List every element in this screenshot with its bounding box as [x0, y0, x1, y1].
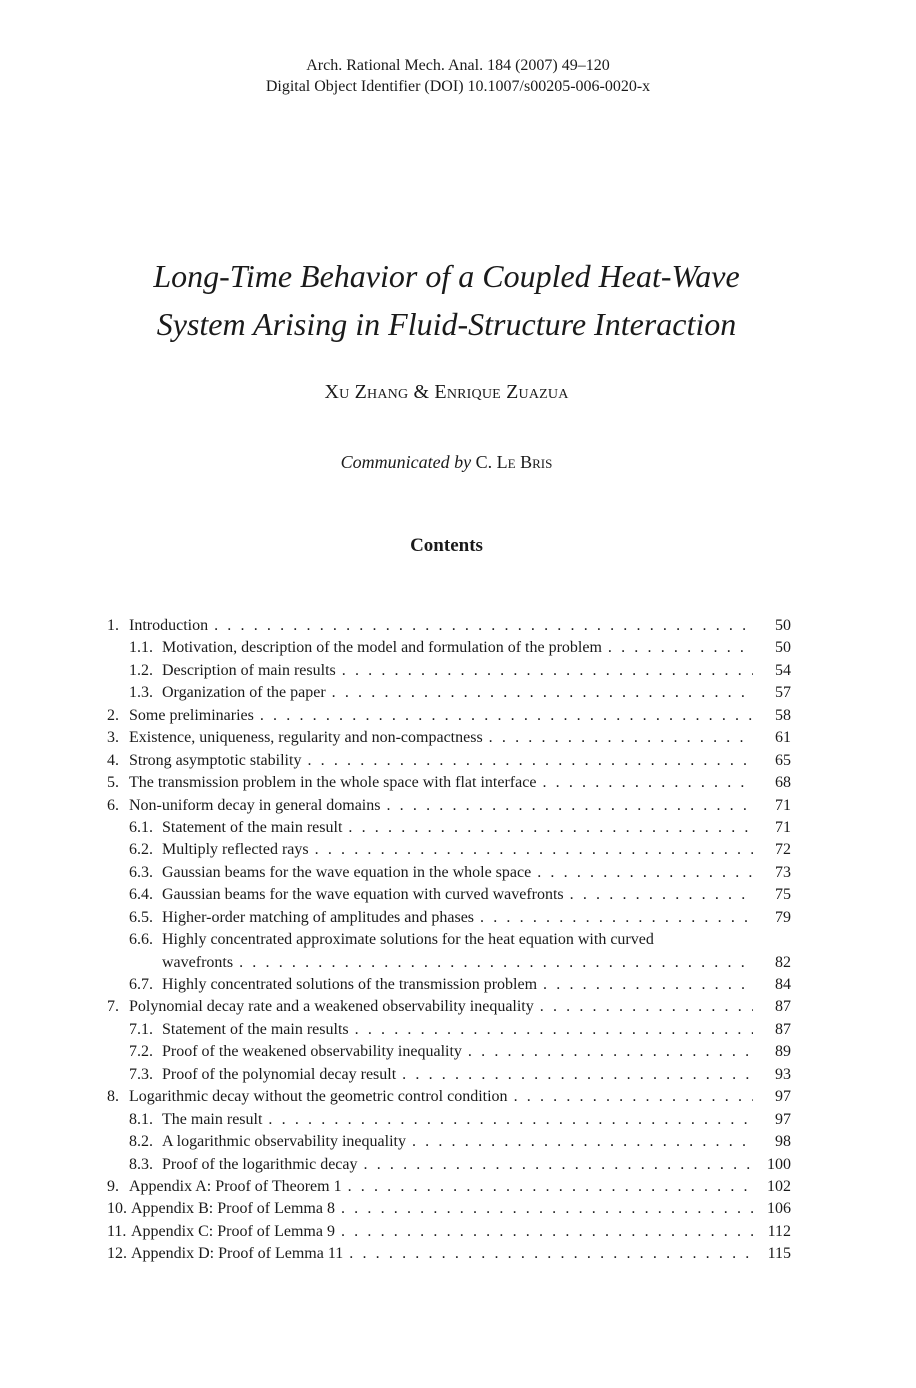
toc-page: 61 [775, 729, 791, 747]
communicated-by [0, 452, 893, 473]
toc-page: 72 [775, 841, 791, 859]
toc-entry [107, 705, 791, 727]
toc-number: 8. [107, 1088, 119, 1106]
toc-page: 71 [775, 796, 791, 814]
toc-entry [107, 1131, 791, 1153]
toc-entry [107, 1176, 791, 1198]
contents-heading: Contents [410, 535, 483, 556]
toc-entry [107, 615, 791, 637]
toc-number: 6.3. [129, 863, 153, 881]
toc-entry [107, 1086, 791, 1108]
toc-title: Appendix C: Proof of Lemma 9 [131, 1222, 335, 1240]
toc-title: Existence, uniqueness, regularity and non-compactness [129, 729, 483, 747]
toc-title: Appendix A: Proof of Theorem 1 [129, 1177, 342, 1195]
toc-entry [107, 974, 791, 996]
toc-page: 68 [775, 774, 791, 792]
toc-page: 50 [775, 617, 791, 634]
toc-number: 4. [107, 751, 119, 769]
toc-title: Organization of the paper [162, 684, 326, 702]
toc-page: 106 [767, 1200, 791, 1218]
toc-number: 10. [107, 1200, 127, 1218]
toc-entry [107, 884, 791, 906]
toc-title: The transmission problem in the whole space with flat interface [129, 774, 537, 792]
toc-number: 1.3. [129, 684, 153, 702]
toc-page: 87 [775, 998, 791, 1016]
toc-entry [107, 727, 791, 749]
toc-title: Higher-order matching of amplitudes and phases [162, 908, 475, 926]
toc-entry [107, 637, 791, 659]
toc-page: 50 [775, 639, 791, 657]
toc-entry [107, 772, 791, 794]
toc-number: 1. [107, 617, 119, 634]
doi-line: Digital Object Identifier (DOI) 10.1007/s00205-006-0020-x [265, 78, 651, 95]
toc-entry [107, 1243, 791, 1265]
toc-number: 7.3. [129, 1065, 153, 1083]
toc-title: The main result [162, 1110, 263, 1128]
toc-title: Multiply reflected rays [162, 841, 309, 859]
toc-entry [107, 839, 791, 861]
toc-number: 1.1. [129, 639, 153, 657]
paper-title-line-1: Long-Time Behavior of a Coupled Heat-Wave [153, 258, 740, 294]
toc-number: 6.7. [129, 976, 153, 993]
communicated-label: Communicated by [340, 452, 472, 472]
toc-number: 8.3. [129, 1155, 153, 1173]
toc-number: 5. [107, 774, 119, 792]
toc-title: Statement of the main result [162, 818, 343, 836]
toc-entry [107, 1064, 791, 1086]
toc-entry [107, 996, 791, 1018]
toc-entry-continuation [107, 952, 791, 974]
authors: Xu Zhang & Enrique Zuazua [324, 381, 569, 403]
communicated-name: C. Le Bris [475, 452, 553, 472]
toc-number: 6.1. [129, 818, 153, 836]
toc-page: 71 [775, 818, 791, 836]
toc-number: 8.1. [129, 1110, 153, 1128]
toc-number: 1.2. [129, 661, 153, 679]
toc-entry [107, 1109, 791, 1131]
toc-page: 100 [767, 1155, 791, 1173]
toc-page: 98 [775, 1133, 791, 1151]
toc-entry [107, 750, 791, 772]
toc-title: Some preliminaries [129, 706, 254, 724]
toc-entry [107, 1041, 791, 1063]
toc-page: 54 [775, 661, 791, 679]
toc-entry [107, 1221, 791, 1243]
toc-title: Non-uniform decay in general domains [129, 796, 381, 814]
toc-number: 12. [107, 1245, 127, 1263]
toc-number: 6.2. [129, 841, 153, 859]
toc-page: 58 [775, 706, 791, 724]
toc-entry [107, 1154, 791, 1176]
toc-page: 97 [775, 1088, 791, 1106]
toc-title: Proof of the logarithmic decay [162, 1155, 358, 1173]
toc-entry [107, 907, 791, 929]
toc-entry [107, 817, 791, 839]
toc-title: Proof of the polynomial decay result [162, 1065, 397, 1083]
toc-number: 3. [107, 729, 119, 747]
toc-page: 87 [775, 1020, 791, 1038]
toc-title: Motivation, description of the model and formulation of the problem [162, 639, 602, 657]
toc-number: 2. [107, 706, 119, 724]
toc-title: Logarithmic decay without the geometric control condition [129, 1088, 508, 1106]
toc-number: 6.4. [129, 886, 153, 904]
toc-title: A logarithmic observability inequality [162, 1133, 406, 1151]
toc-title: Proof of the weakened observability inequality [162, 1043, 462, 1061]
toc-number: 8.2. [129, 1133, 153, 1151]
toc-page: 84 [775, 976, 791, 993]
toc-title: Polynomial decay rate and a weakened observability inequality [129, 998, 534, 1016]
toc-title: Strong asymptotic stability [129, 751, 302, 769]
toc-page: 93 [775, 1065, 791, 1083]
journal-citation: Arch. Rational Mech. Anal. 184 (2007) 49–120 [306, 57, 610, 74]
toc-title: Highly concentrated approximate solutions for the heat equation with curved [162, 931, 654, 949]
toc-title: Appendix D: Proof of Lemma 11 [131, 1245, 344, 1263]
toc-number: 7.2. [129, 1043, 153, 1061]
toc-number: 7.1. [129, 1020, 153, 1038]
toc-page: 65 [775, 751, 791, 769]
toc-number: 6.5. [129, 908, 153, 926]
toc-entry [107, 1019, 791, 1041]
toc-number: 6.6. [129, 931, 153, 949]
toc-page: 97 [775, 1110, 791, 1128]
toc-title: Description of main results [162, 661, 336, 679]
toc-page: 115 [767, 1245, 791, 1263]
toc-number: 7. [107, 998, 119, 1016]
toc-title: Introduction [129, 617, 209, 634]
toc-number: 6. [107, 796, 119, 814]
toc-entry [107, 682, 791, 704]
toc-page: 102 [767, 1177, 791, 1195]
toc-title: Gaussian beams for the wave equation in the whole space [162, 863, 532, 881]
toc-title: Gaussian beams for the wave equation with curved wavefronts [162, 886, 564, 904]
toc-number: 9. [107, 1177, 119, 1195]
toc-page: 82 [775, 953, 791, 971]
toc-page: 112 [767, 1222, 791, 1240]
toc-entry [107, 1198, 791, 1220]
paper-title-line-2: System Arising in Fluid-Structure Interaction [156, 306, 737, 342]
toc-entry [107, 929, 791, 951]
toc-entry [107, 862, 791, 884]
table-of-contents [107, 615, 791, 1266]
toc-page: 79 [775, 908, 791, 926]
toc-number: 11. [107, 1222, 127, 1240]
toc-title: wavefronts [162, 953, 234, 971]
toc-entry [107, 795, 791, 817]
toc-entry [107, 660, 791, 682]
toc-page: 75 [775, 886, 791, 904]
toc-title: Statement of the main results [162, 1020, 349, 1038]
toc-page: 89 [775, 1043, 791, 1061]
toc-page: 73 [775, 863, 791, 881]
toc-title: Appendix B: Proof of Lemma 8 [131, 1200, 335, 1218]
toc-page: 57 [775, 684, 791, 702]
toc-title: Highly concentrated solutions of the transmission problem [162, 976, 538, 993]
